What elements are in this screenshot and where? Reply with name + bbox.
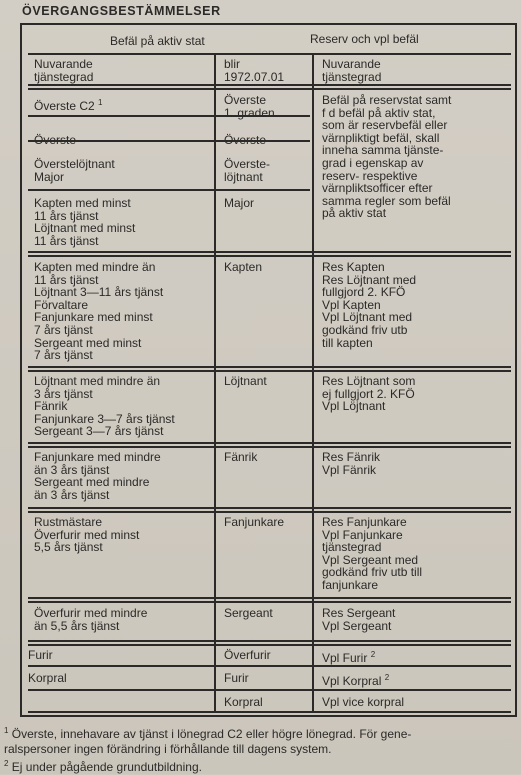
cell-current-grade-label-reserve: Nuvarande tjänstegrad: [322, 57, 382, 84]
cell-new-grade: Kapten: [224, 260, 263, 274]
footnote-mark: 2: [4, 759, 9, 768]
row-divider: [28, 665, 511, 667]
cell-active-grade: Fanjunkare med mindre än 3 års tjänst Sergeant med mindre än 3 års tjänst: [34, 450, 161, 502]
cell-new-grade: Överfurir: [224, 648, 271, 662]
footnote-text: Ej under pågående grundutbildning.: [11, 760, 202, 774]
footnote-ref: 2: [384, 673, 390, 682]
transition-table: [20, 23, 517, 717]
cell-new-grade: Major: [224, 196, 255, 210]
cell-becomes-label: blir 1972.07.01: [224, 57, 285, 84]
header-active-staff: Befäl på aktiv stat: [110, 34, 205, 48]
cell-current-grade-label: Nuvarande tjänstegrad: [34, 57, 94, 84]
cell-active-grade: Kapten med mindre än 11 års tjänst Löjtnant 3—11 års tjänst Förvaltare Fanjunkare med minst 7 års tjänst Sergeant med minst 7 års tjänst: [34, 260, 164, 363]
footnote: [4, 756, 519, 775]
cell-reserve-grade: Vpl vice korpral: [322, 695, 405, 709]
cell-new-grade: Överste 1. graden: [224, 93, 275, 120]
cell-reserve-grade: Res Sergeant Vpl Sergeant: [322, 606, 396, 633]
cell-reserve-grade: Res Fänrik Vpl Fänrik: [322, 450, 381, 477]
cell-active-grade: Överste C2 $^1$: [34, 98, 103, 113]
cell-active-grade: Överste: [34, 133, 77, 147]
cell-reserve-grade: Res Kapten Res Löjtnant med fullgjord 2. KFÖ Vpl Kapten Vpl Löjtnant med godkänd friv utb till kapten: [322, 260, 417, 350]
cell-active-grade: Överstelöjtnant Major: [34, 157, 115, 184]
footnote-text: Överste, innehavare av tjänst i lönegrad C2 eller högre lönegrad. För gene- ralspersoner ingen förändring i förhållande till dagens system.: [4, 727, 412, 756]
cell-active-grade: Överfurir med mindre än 5,5 års tjänst: [34, 606, 148, 633]
row-divider: [28, 689, 511, 691]
column-divider: [214, 53, 216, 713]
column-divider: [312, 53, 314, 713]
cell-active-grade: Furir: [28, 648, 53, 662]
cell-active-grade: Rustmästare Överfurir med minst 5,5 års tjänst: [34, 515, 140, 555]
footnote-mark: 1: [4, 726, 9, 735]
cell-new-grade: Löjtnant: [224, 374, 267, 388]
header-reserve-staff: Reserv och vpl befäl: [310, 32, 419, 46]
page-title: ÖVERGANGSBESTÄMMELSER: [22, 4, 221, 18]
footnote: [4, 723, 519, 757]
cell-active-grade: Kapten med minst 11 års tjänst Löjtnant med minst 11 års tjänst: [34, 196, 136, 248]
cell-new-grade: Fänrik: [224, 450, 258, 464]
row-divider: [28, 189, 310, 191]
cell-new-grade: Överste- löjtnant: [224, 157, 271, 184]
cell-new-grade: Sergeant: [224, 606, 273, 620]
cell-reserve-note: Befäl på reservstat samt f d befäl på aktiv stat, som är reservbefäl eller värnpliktigt befäl, skall inneha samma tjänste- grad i egenskap av reserv- respektive värnpliktsofficer efter samma regler som befäl på aktiv stat: [322, 93, 452, 221]
cell-active-grade: Löjtnant med mindre än 3 års tjänst Fänrik Fanjunkare 3—7 års tjänst Sergeant 3—7 års tjänst: [34, 374, 175, 439]
cell-new-grade: Fanjunkare: [224, 515, 285, 529]
footnote-ref: 1: [98, 98, 103, 107]
table-header: [22, 25, 515, 55]
cell-new-grade: Furir: [224, 671, 249, 685]
cell-reserve-grade: Res Fanjunkare Vpl Fanjunkare tjänstegrad Vpl Sergeant med godkänd friv utb till fanjunkare: [322, 515, 423, 592]
cell-reserve-grade: Vpl Korpral $^2$: [322, 673, 390, 688]
cell-new-grade: Korpral: [224, 695, 263, 709]
footnote-ref: 2: [370, 650, 376, 659]
cell-reserve-grade: Res Löjtnant som ej fullgjort 2. KFÖ Vpl Löjtnant: [322, 374, 416, 414]
cell-new-grade: Överste: [224, 133, 267, 147]
cell-reserve-grade: Vpl Furir $^2$: [322, 650, 376, 665]
cell-active-grade: Korpral: [28, 671, 67, 685]
